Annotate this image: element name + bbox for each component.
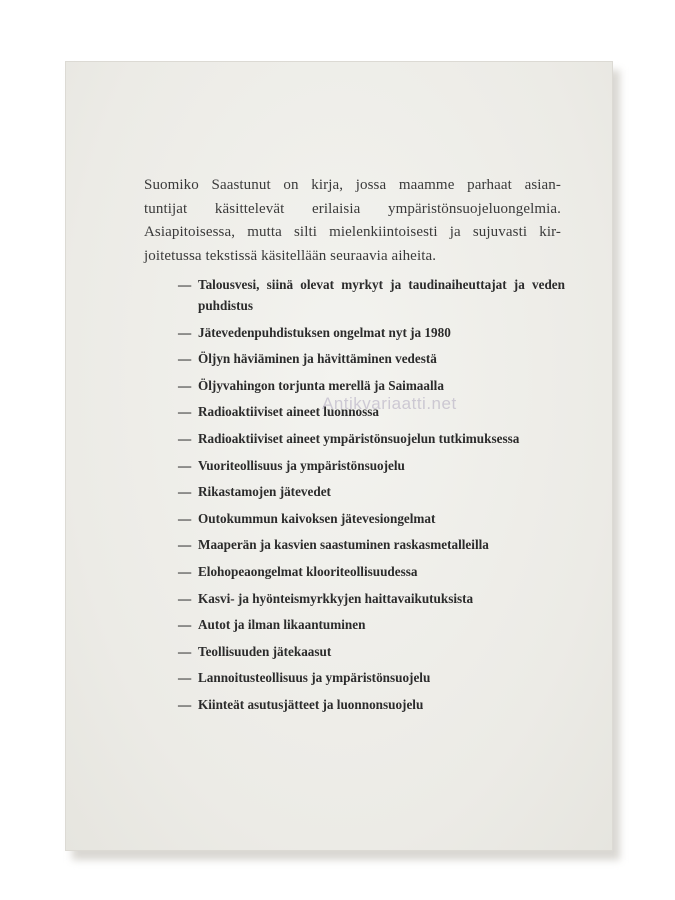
topic-text: Lannoitusteollisuus ja ympäristönsuojelu: [198, 670, 431, 686]
dash-marker: —: [178, 670, 192, 686]
list-item: [178, 348, 565, 369]
list-item: [178, 614, 565, 635]
topic-text: Outokummun kaivoksen jätevesiongelmat: [198, 510, 436, 526]
topic-text: Autot ja ilman likaantuminen: [198, 617, 366, 633]
topic-text: Rikastamojen jätevedet: [198, 484, 331, 500]
watermark: Antikvariaatti.net: [322, 394, 457, 413]
book-back-cover: [66, 62, 612, 850]
topic-text: Elohopeaongelmat klooriteollisuudessa: [198, 563, 418, 579]
dash-marker: —: [178, 563, 192, 579]
topic-text: Teollisuuden jätekaasut: [198, 643, 332, 659]
list-item: [178, 428, 565, 449]
dash-marker: —: [178, 404, 192, 420]
list-item: [178, 322, 565, 343]
dash-marker: —: [178, 457, 192, 473]
dash-marker: —: [178, 484, 192, 500]
topic-text: Talousvesi, siinä olevat myrkyt ja taudinaiheuttajat ja veden puhdistus: [198, 277, 565, 313]
dash-marker: —: [178, 617, 192, 633]
list-item: [178, 455, 565, 476]
dash-marker: —: [178, 277, 192, 292]
list-item: [178, 694, 565, 715]
dash-marker: —: [178, 510, 192, 526]
topic-text: Öljyvahingon torjunta merellä ja Saimaalla: [198, 377, 444, 393]
intro-line: tuntijat käsittelevät erilaisia ympäristönsuojeluongelmia.: [144, 200, 561, 217]
topic-text: Kiinteät asutusjätteet ja luonnonsuojelu: [198, 696, 424, 712]
dash-marker: —: [178, 430, 192, 446]
intro-paragraph: [144, 174, 561, 268]
topic-text: Jätevedenpuhdistuksen ongelmat nyt ja 1980: [198, 324, 451, 340]
dash-marker: —: [178, 351, 192, 367]
list-item: [178, 481, 565, 502]
list-item: [178, 561, 565, 582]
list-item: [178, 274, 565, 316]
list-item: [178, 588, 565, 609]
topic-text: Vuoriteollisuus ja ympäristönsuojelu: [198, 457, 405, 473]
intro-line: joitetussa tekstissä käsitellään seuraavia aiheita.: [144, 247, 437, 264]
topic-text: Öljyn häviäminen ja hävittäminen vedestä: [198, 351, 437, 367]
list-item: [178, 667, 565, 688]
dash-marker: —: [178, 324, 192, 340]
intro-line: Asiapitoisessa, mutta silti mielenkiintoisesti ja sujuvasti kir-: [144, 224, 561, 240]
dash-marker: —: [178, 537, 192, 553]
dash-marker: —: [178, 377, 192, 393]
list-item: [178, 534, 565, 555]
list-item: [178, 641, 565, 662]
list-item: [178, 508, 565, 529]
dash-marker: —: [178, 643, 192, 659]
topic-text: Radioaktiiviset aineet ympäristönsuojelun tutkimuksessa: [198, 430, 520, 446]
topic-list: [178, 274, 565, 721]
topic-text: Kasvi- ja hyönteismyrkkyjen haittavaikutuksista: [198, 590, 474, 606]
intro-line: Suomiko Saastunut on kirja, jossa maamme parhaat asian-: [144, 177, 561, 193]
dash-marker: —: [178, 696, 192, 712]
list-item: [178, 375, 565, 396]
topic-text: Radioaktiiviset aineet luonnossa: [198, 404, 379, 420]
dash-marker: —: [178, 590, 192, 606]
topic-text: Maaperän ja kasvien saastuminen raskasmetalleilla: [198, 537, 489, 553]
